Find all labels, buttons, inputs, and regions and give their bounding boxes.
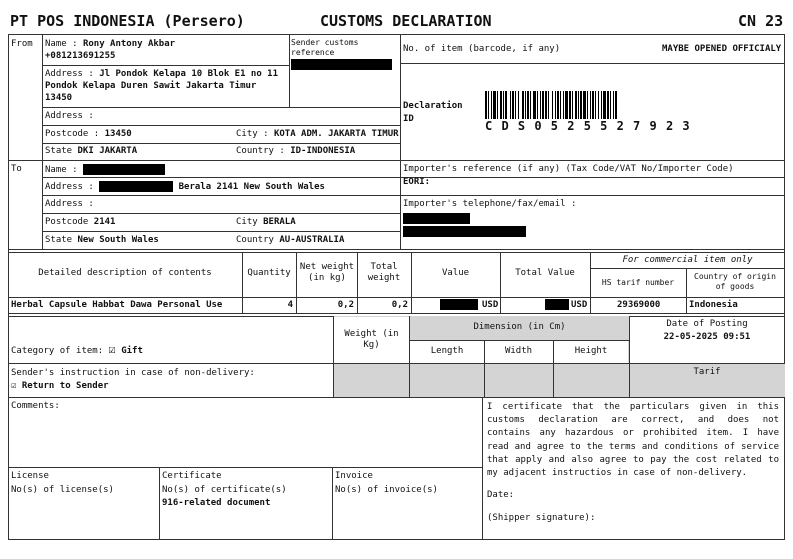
dimension-label: Dimension (in Cm) (473, 322, 566, 332)
recipient-address-row (45, 181, 325, 193)
form-title: CUSTOMS DECLARATION (320, 12, 492, 30)
row-divider (590, 268, 785, 269)
no-of-item-label: No. of item (barcode, if any) (403, 44, 561, 54)
recipient-postcode-row (45, 217, 115, 228)
recipient-country-label: Country (236, 235, 274, 245)
section-divider (289, 34, 290, 107)
category-row (11, 342, 143, 357)
sender-phone: +081213691255 (45, 51, 116, 61)
certificate-label: Certificate (162, 471, 222, 481)
header-hs-tarif: HS tarif number (601, 278, 675, 287)
header-description: Detailed description of contents (38, 268, 212, 278)
date-of-posting-value: 22-05-2025 09:51 (663, 332, 751, 342)
recipient-state-row (45, 235, 159, 246)
row-divider (8, 249, 785, 250)
sender-city-label: City : (236, 129, 269, 139)
length-label: Length (430, 346, 464, 356)
redacted-importer-phone (403, 213, 470, 224)
sender-postcode-label: Postcode : (45, 129, 100, 139)
row-divider (8, 252, 785, 253)
importer-telephone-label: Importer's telephone/fax/email : (403, 199, 577, 209)
sender-country-row (236, 146, 355, 157)
row-divider (400, 63, 785, 64)
barcode-bar (617, 91, 618, 119)
redacted-sender-reference (291, 59, 392, 70)
width-label: Width (504, 346, 533, 356)
sender-name-label: Name : (45, 39, 78, 49)
to-section-label: To (11, 164, 22, 174)
checkbox-checked-icon[interactable]: ☑ (11, 381, 17, 391)
declaration-label-2: ID (403, 114, 414, 124)
recipient-country-row (236, 235, 344, 246)
sender-state-row (45, 146, 137, 157)
row-net-weight: 0,2 (337, 300, 354, 310)
tarif-label: Tarif (693, 367, 721, 377)
recipient-city-row (236, 217, 296, 228)
recipient-address2-label: Address : (45, 199, 94, 209)
height-label: Height (574, 346, 608, 356)
col-divider (332, 467, 333, 540)
category-value: Gift (121, 346, 143, 356)
recipient-city-label: City (236, 217, 258, 227)
date-of-posting-label: Date of Posting (666, 319, 748, 329)
row-divider (8, 313, 785, 314)
sender-address2-label: Address : (45, 111, 94, 121)
recipient-name-row (45, 164, 165, 176)
row-total-weight: 0,2 (391, 300, 408, 310)
recipient-state: New South Wales (77, 235, 159, 245)
comments-label: Comments: (11, 401, 60, 411)
declaration-label-1: Declaration (403, 101, 463, 111)
sender-address-label: Address : (45, 69, 94, 79)
sender-address-label-wrap (45, 69, 278, 80)
sender-address-line-2: Pondok Kelapa Duren Sawit Jakarta Timur (45, 81, 257, 91)
sender-city: KOTA ADM. JAKARTA TIMUR (273, 129, 399, 139)
sender-country: ID-INDONESIA (290, 146, 356, 156)
row-country-origin: Indonesia (689, 300, 738, 310)
maybe-opened-notice: MAYBE OPENED OFFICIALY (662, 44, 782, 54)
form-code: CN 23 (738, 12, 784, 30)
row-divider (42, 143, 400, 144)
row-divider (8, 297, 785, 298)
importer-reference-label: Importer's reference (if any) (Tax Code/VAT No/Importer Code) (403, 164, 734, 174)
col-divider (411, 252, 412, 313)
recipient-address: Berala 2141 New South Wales (178, 182, 325, 192)
category-label: Category of item: (11, 346, 104, 356)
redacted-value (440, 299, 478, 310)
license-number-label: No(s) of license(s) (11, 485, 114, 495)
section-divider (482, 397, 483, 540)
row-divider (8, 160, 785, 161)
row-divider (42, 177, 400, 178)
redacted-recipient-name (83, 164, 165, 175)
section-divider (42, 34, 43, 249)
header-country-origin: Country of origin of goods (694, 272, 776, 291)
certification-date-label: Date: (487, 490, 515, 500)
row-divider (400, 195, 785, 196)
recipient-postcode: 2141 (93, 217, 116, 227)
recipient-postcode-label: Postcode (45, 217, 89, 227)
recipient-country: AU-AUSTRALIA (279, 235, 345, 245)
non-delivery-row (11, 381, 109, 392)
row-divider (42, 213, 400, 214)
sender-address-line-3: 13450 (45, 93, 73, 103)
row-divider (8, 397, 785, 398)
checkbox-checked-icon[interactable]: ☑ (108, 342, 116, 356)
shipper-signature-label: (Shipper signature): (487, 513, 596, 523)
header-net-weight: Net weight (in kg) (299, 262, 355, 284)
row-value-currency: USD (482, 300, 499, 310)
sender-country-label: Country : (236, 146, 285, 156)
invoice-label: Invoice (335, 471, 373, 481)
eori-label: EORI: (403, 177, 431, 187)
row-divider (42, 125, 400, 126)
col-divider (500, 252, 501, 313)
non-delivery-label: Sender's instruction in case of non-delivery: (11, 368, 255, 378)
row-divider (42, 107, 400, 108)
sender-name-row (45, 39, 175, 50)
header-value: Value (441, 268, 470, 278)
sender-name: Rony Antony Akbar (82, 39, 176, 49)
company-name: PT POS INDONESIA (Persero) (10, 12, 245, 30)
recipient-name-label: Name : (45, 165, 78, 175)
row-divider (42, 195, 400, 196)
header-total-weight: Total weight (367, 262, 401, 284)
row-total-value-currency: USD (571, 300, 588, 310)
header-total-value: Total Value (515, 268, 575, 278)
from-section-label: From (11, 39, 33, 49)
recipient-address-label: Address : (45, 182, 94, 192)
sender-customs-ref-label: Sender customs reference (291, 38, 359, 57)
row-divider (42, 65, 289, 66)
row-quantity: 4 (287, 300, 293, 310)
sender-postcode: 13450 (104, 129, 132, 139)
invoice-number-label: No(s) of invoice(s) (335, 485, 438, 495)
certification-text: I certificate that the particulars given in this customs declaration are correct, and does not contains any hazardous or prohibited item. I have read and agree to the terms and conditions of service that apply and also agree to pay the cost related to my adjacent instructios in case of non-delivery. (487, 402, 779, 479)
redacted-recipient-address (99, 181, 173, 192)
sender-state-label: State (45, 146, 73, 156)
row-divider (400, 177, 785, 178)
certificate-value: 916-related document (162, 498, 271, 508)
declaration-barcode (485, 91, 618, 119)
certificate-number-label: No(s) of certificate(s) (162, 485, 287, 495)
sender-city-row (236, 129, 399, 140)
row-divider (8, 467, 482, 468)
row-hs-tarif: 29369000 (617, 300, 661, 310)
row-description: Herbal Capsule Habbat Dawa Personal Use (11, 300, 223, 310)
col-divider (686, 268, 687, 313)
sender-state: DKI JAKARTA (77, 146, 138, 156)
header-quantity: Quantity (247, 268, 291, 278)
license-label: License (11, 471, 49, 481)
weight-label: Weight (in Kg) (344, 329, 399, 351)
row-divider (8, 363, 785, 364)
section-divider (400, 34, 401, 249)
recipient-city: BERALA (263, 217, 296, 227)
redacted-total-value (545, 299, 569, 310)
sender-postcode-row (45, 129, 132, 140)
commercial-only-label: For commercial item only (622, 255, 753, 265)
redacted-importer-email (403, 226, 526, 237)
sender-address-line-1: Jl Pondok Kelapa 10 Blok E1 no 11 (99, 69, 279, 79)
recipient-state-label: State (45, 235, 73, 245)
declaration-id: C D S 0 5 2 5 5 2 7 9 2 3 (485, 119, 691, 133)
col-divider (159, 467, 160, 540)
row-divider (410, 340, 629, 341)
row-divider (42, 231, 400, 232)
non-delivery-value: Return to Sender (21, 381, 109, 391)
